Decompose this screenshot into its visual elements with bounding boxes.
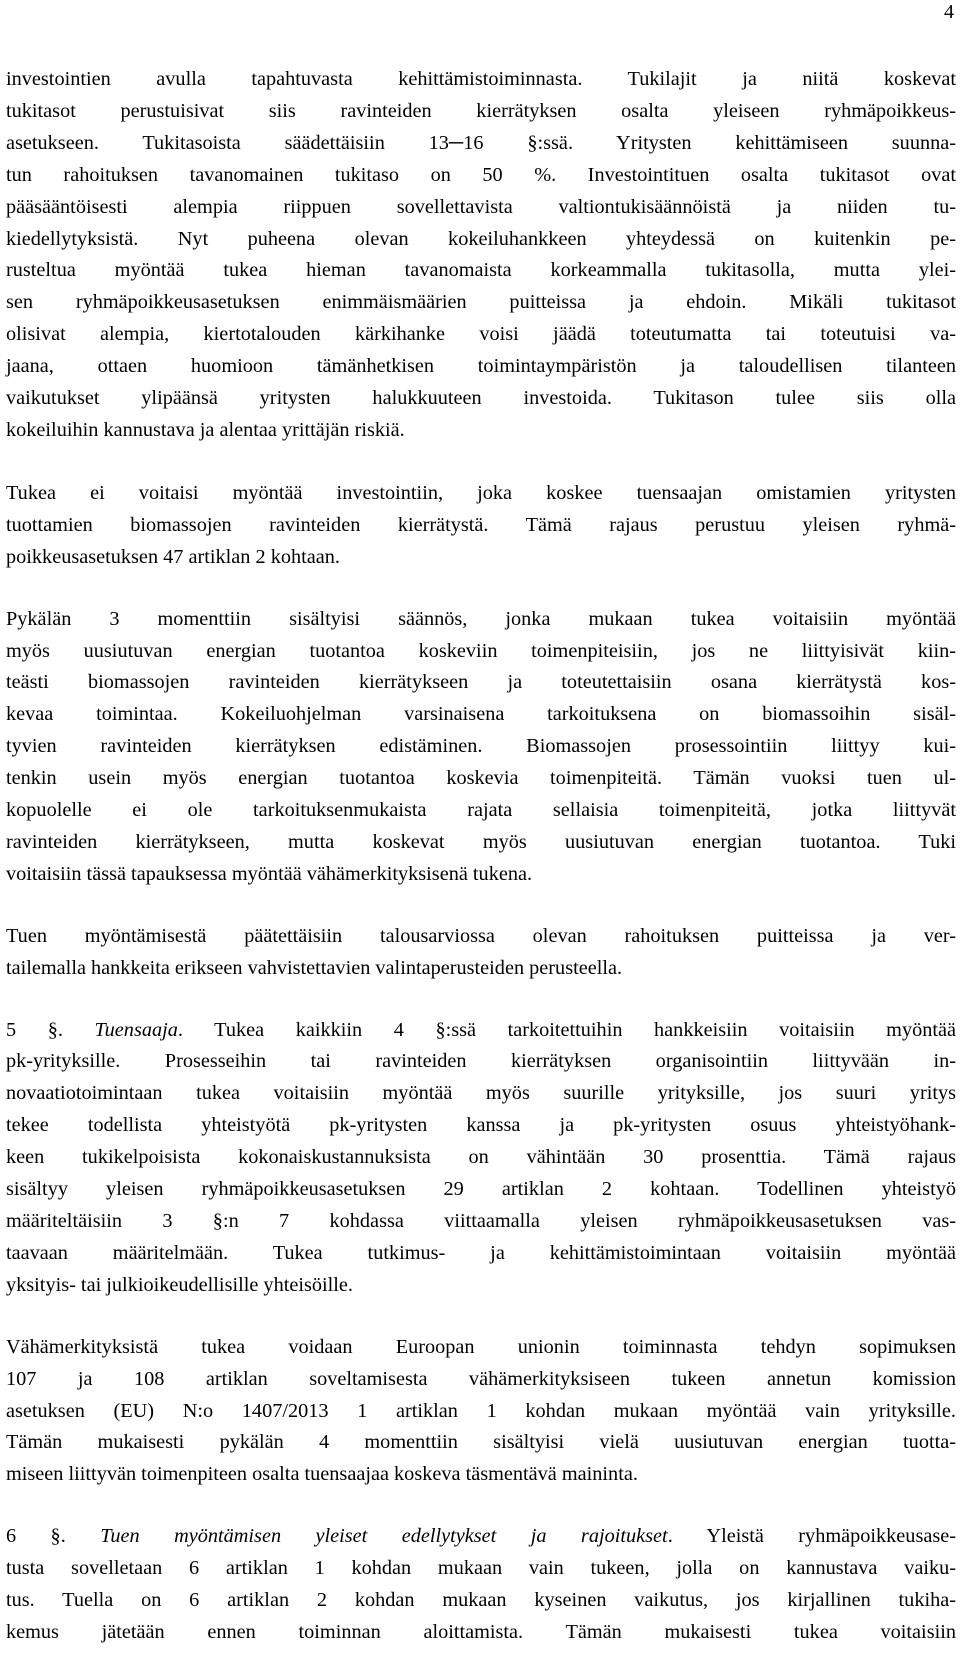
text-line: tus. Tuella on 6 artiklan 2 kohdan mukaan kyseinen vaikutus, jos kirjallinen tukiha-	[6, 1589, 956, 1612]
section-6-general-conditions	[6, 1521, 956, 1649]
text-line: Pykälän 3 momenttiin sisältyisi säännös, jonka mukaan tukea voitaisiin myöntää	[6, 607, 956, 630]
text-line: kevaa toimintaa. Kokeiluohjelman varsinaisena tarkoituksena on biomassoihin sisäl-	[6, 703, 956, 726]
page-number: 4	[944, 1, 954, 23]
text-line: tun rahoituksen tavanomainen tukitaso on 50 %. Investointituen osalta tukitasot ovat	[6, 163, 956, 186]
text-line: ravinteiden kierrätykseen, mutta koskevat myös uusiutuvan energian tuotantoa. Tuki	[6, 830, 956, 853]
text-line: poikkeusasetuksen 47 artiklan 2 kohtaan.	[6, 545, 340, 568]
section-title: Tuensaaja	[94, 1018, 178, 1041]
section-number: 6 §.	[6, 1525, 66, 1548]
text-line: kokeiluihin kannustava ja alentaa yrittäjän riskiä.	[6, 418, 405, 441]
text-line: tekee todellista yhteistyötä pk-yritysten kanssa ja pk-yritysten osuus yhteistyöhank-	[6, 1114, 956, 1137]
text-line: sen ryhmäpoikkeusasetuksen enimmäismäärien puitteissa ja ehdoin. Mikäli tukitasot	[6, 291, 956, 314]
section-number: 5 §.	[6, 1018, 63, 1041]
paragraph-renewable-energy	[6, 604, 956, 891]
section-title: Tuen myöntämisen yleiset edellytykset ja rajoitukset	[100, 1525, 668, 1548]
text-line: myös uusiutuvan energian tuotantoa koskeviin toimenpiteisiin, jos ne liittyisivät kiin-	[6, 639, 956, 662]
section-heading-line	[6, 1015, 956, 1047]
text-line: tusta sovelletaan 6 artiklan 1 kohdan mukaan vain tukeen, jolla on kannustava vaiku-	[6, 1557, 956, 1580]
section-heading-line	[6, 1521, 956, 1553]
text-line: voitaisiin tässä tapauksessa myöntää vähämerkityksisenä tukena.	[6, 862, 533, 885]
paragraph-investment-levels	[6, 64, 956, 447]
paragraph-budget-decision	[6, 921, 956, 985]
text-line: novaatiotoimintaan tukea voitaisiin myöntää myös suurille yrityksille, jos suuri yritys	[6, 1082, 956, 1105]
text-line: teästi biomassojen ravinteiden kierrätykseen ja toteutettaisiin osana kierrätystä kos-	[6, 671, 956, 694]
text-line: tailemalla hankkeita erikseen vahvistettavien valintaperusteiden perusteella.	[6, 956, 623, 979]
text-line: miseen liittyvän toimenpiteen osalta tuensaajaa koskeva täsmentävä maininta.	[6, 1463, 638, 1486]
text-line: pk-yrityksille. Prosesseihin tai ravinteiden kierrätyksen organisointiin liittyvään in-	[6, 1050, 956, 1073]
text-line: tuottamien biomassojen ravinteiden kierrätystä. Tämä rajaus perustuu yleisen ryhmä-	[6, 513, 956, 536]
text-line: yksityis- tai julkioikeudellisille yhteisöille.	[6, 1273, 353, 1296]
paragraph-de-minimis	[6, 1332, 956, 1492]
text-line: kopuolelle ei ole tarkoituksenmukaista rajata sellaisia toimenpiteitä, jotka liittyvät	[6, 799, 956, 822]
text-line: taavaan määritelmään. Tukea tutkimus- ja kehittämistoimintaan voitaisiin myöntää	[6, 1241, 956, 1264]
text-line: asetuksen (EU) N:o 1407/2013 1 artiklan 1 kohdan mukaan myöntää vain yrityksille.	[6, 1399, 956, 1422]
text-line: keen tukikelpoisista kokonaiskustannuksista on vähintään 30 prosenttia. Tämä rajaus	[6, 1146, 956, 1169]
text-line: rusteltua myöntää tukea hieman tavanomaista korkeammalla tukitasolla, mutta ylei-	[6, 259, 956, 282]
text-line: kemus jätetään ennen toiminnan aloittamista. Tämän mukaisesti tukea voitaisiin	[6, 1620, 956, 1643]
paragraph-exclusion	[6, 478, 956, 574]
text-line: tenkin usein myös energian tuotantoa koskevia toimenpiteitä. Tämän vuoksi tuen ul-	[6, 767, 956, 790]
text-line: Tukea ei voitaisi myöntää investointiin, joka koskee tuensaajan omistamien yritysten	[6, 481, 956, 504]
text-line: investointien avulla tapahtuvasta kehittämistoiminnasta. Tukilajit ja niitä koskevat	[6, 68, 956, 90]
text-line: tyvien ravinteiden kierrätyksen edistäminen. Biomassojen prosessointiin liittyy kui-	[6, 735, 956, 758]
text-line: vaikutukset ylipäänsä yritysten halukkuuteen investoida. Tukitason tulee siis olla	[6, 387, 956, 410]
text-line: Vähämerkityksistä tukea voidaan Euroopan unionin toiminnasta tehdyn sopimuksen	[6, 1335, 956, 1358]
document-body	[6, 64, 956, 1679]
section-heading-text: . Yleistä ryhmäpoikkeusase-	[667, 1525, 956, 1548]
text-line: tukitasot perustuisivat siis ravinteiden kierrätyksen osalta yleiseen ryhmäpoikkeus-	[6, 99, 956, 122]
section-heading-text: . Tukea kaikkiin 4 §:ssä tarkoitettuihin hankkeisiin voitaisiin myöntää	[177, 1018, 957, 1041]
text-line: Tämän mukaisesti pykälän 4 momenttiin sisältyisi vielä uusiutuvan energian tuotta-	[6, 1431, 956, 1454]
text-line: kiedellytyksistä. Nyt puheena olevan kokeiluhankkeen yhteydessä on kuitenkin pe-	[6, 227, 956, 250]
text-line: sisältyy yleisen ryhmäpoikkeusasetuksen 29 artiklan 2 kohtaan. Todellinen yhteistyö	[6, 1178, 956, 1201]
section-5-tuensaaja	[6, 1015, 956, 1302]
text-line: pääsääntöisesti alempia riippuen sovellettavista valtiontukisäännöistä ja niiden tu-	[6, 195, 956, 218]
text-line: 107 ja 108 artiklan soveltamisesta vähämerkityksiseen tukeen annetun komission	[6, 1367, 956, 1390]
text-line: asetukseen. Tukitasoista säädettäisiin 13─16 §:ssä. Yritysten kehittämiseen suunna-	[6, 131, 956, 154]
text-line: olisivat alempia, kiertotalouden kärkihanke voisi jäädä toteutumatta tai toteutuisi va-	[6, 323, 956, 346]
text-line: jaana, ottaen huomioon tämänhetkisen toimintaympäristön ja taloudellisen tilanteen	[6, 355, 956, 378]
text-line: määriteltäisiin 3 §:n 7 kohdassa viittaamalla yleisen ryhmäpoikkeusasetuksen vas-	[6, 1210, 956, 1232]
text-line: Tuen myöntämisestä päätettäisiin talousarviossa olevan rahoituksen puitteissa ja ver-	[6, 924, 956, 947]
